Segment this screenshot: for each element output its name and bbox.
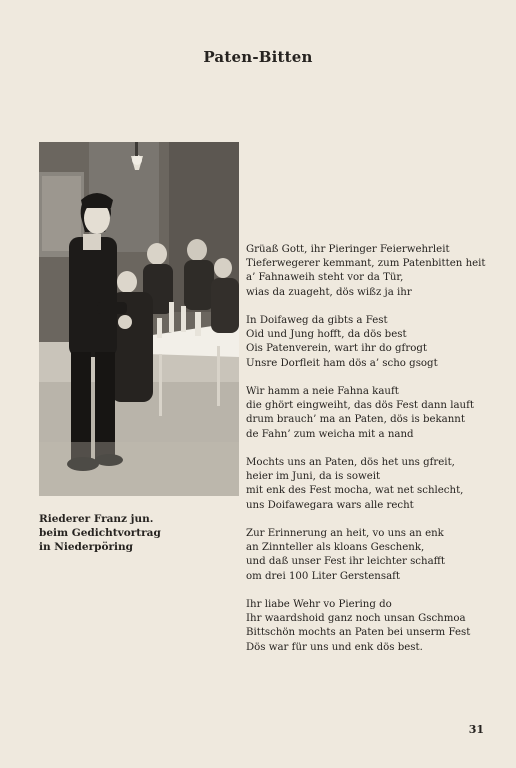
photo-caption [39, 512, 239, 554]
poem-line: und daß unser Fest ihr leichter schafft [246, 556, 445, 568]
poem-line: heier im Juni, da is soweit [246, 471, 381, 483]
poem-stanza [246, 456, 506, 513]
poem-line: Dös war für uns und enk dös best. [246, 641, 423, 653]
poem-line: Oid und Jung hofft, da dös best [246, 329, 407, 341]
poem-line: Zur Erinnerung an heit, vo uns an enk [246, 528, 444, 539]
poem-line: Wir hamm a neie Fahna kauft [246, 386, 399, 397]
poem-line: In Doifaweg da gibts a Fest [246, 315, 388, 326]
poem-line: Unsre Dorfleit ham dös a’ scho gsogt [246, 357, 438, 369]
poem-stanza [246, 243, 506, 300]
poem-line: an Zinnteller als kloans Geschenk, [246, 542, 425, 554]
poem-stanza [246, 598, 506, 655]
poem-line: uns Doifawegara wars alle recht [246, 499, 414, 511]
poem-line: Ihr liabe Wehr vo Piering do [246, 599, 392, 610]
page-number: 31 [468, 723, 484, 736]
poem-line: om drei 100 Liter Gerstensaft [246, 570, 401, 582]
poem-line: Tieferwegerer kemmant, zum Patenbitten heit [246, 258, 486, 270]
poem-line: de Fahn’ zum weicha mit a nand [246, 428, 414, 440]
event-photo [39, 142, 239, 496]
poem-line: Grüaß Gott, ihr Pieringer Feierwehrleit [246, 244, 450, 255]
poem [246, 243, 506, 669]
poem-line: drum brauch’ ma an Paten, dös is bekannt [246, 414, 465, 426]
poem-line: Ihr waardshoid ganz noch unsan Gschmoa [246, 613, 466, 625]
poem-stanza [246, 314, 506, 371]
poem-line: Ois Patenverein, wart ihr do gfrogt [246, 343, 427, 355]
page-title: Paten-Bitten [203, 48, 313, 66]
caption-line: in Niederpöring [39, 541, 133, 553]
poem-line: Mochts uns an Paten, dös het uns gfreit, [246, 457, 455, 468]
poem-line: wias da zuageht, dös wißz ja ihr [246, 286, 412, 298]
poem-line: Bittschön mochts an Paten bei unserm Fest [246, 627, 471, 639]
caption-line: Riederer Franz jun. [39, 513, 154, 525]
poem-line: mit enk des Fest mocha, wat net schlecht, [246, 485, 464, 497]
poem-line: a’ Fahnaweih steht vor da Tür, [246, 272, 404, 284]
poem-stanza [246, 527, 506, 584]
poem-stanza [246, 385, 506, 442]
poem-line: die ghört eingweiht, das dös Fest dann lauft [246, 400, 474, 412]
caption-line: beim Gedichtvortrag [39, 527, 161, 539]
